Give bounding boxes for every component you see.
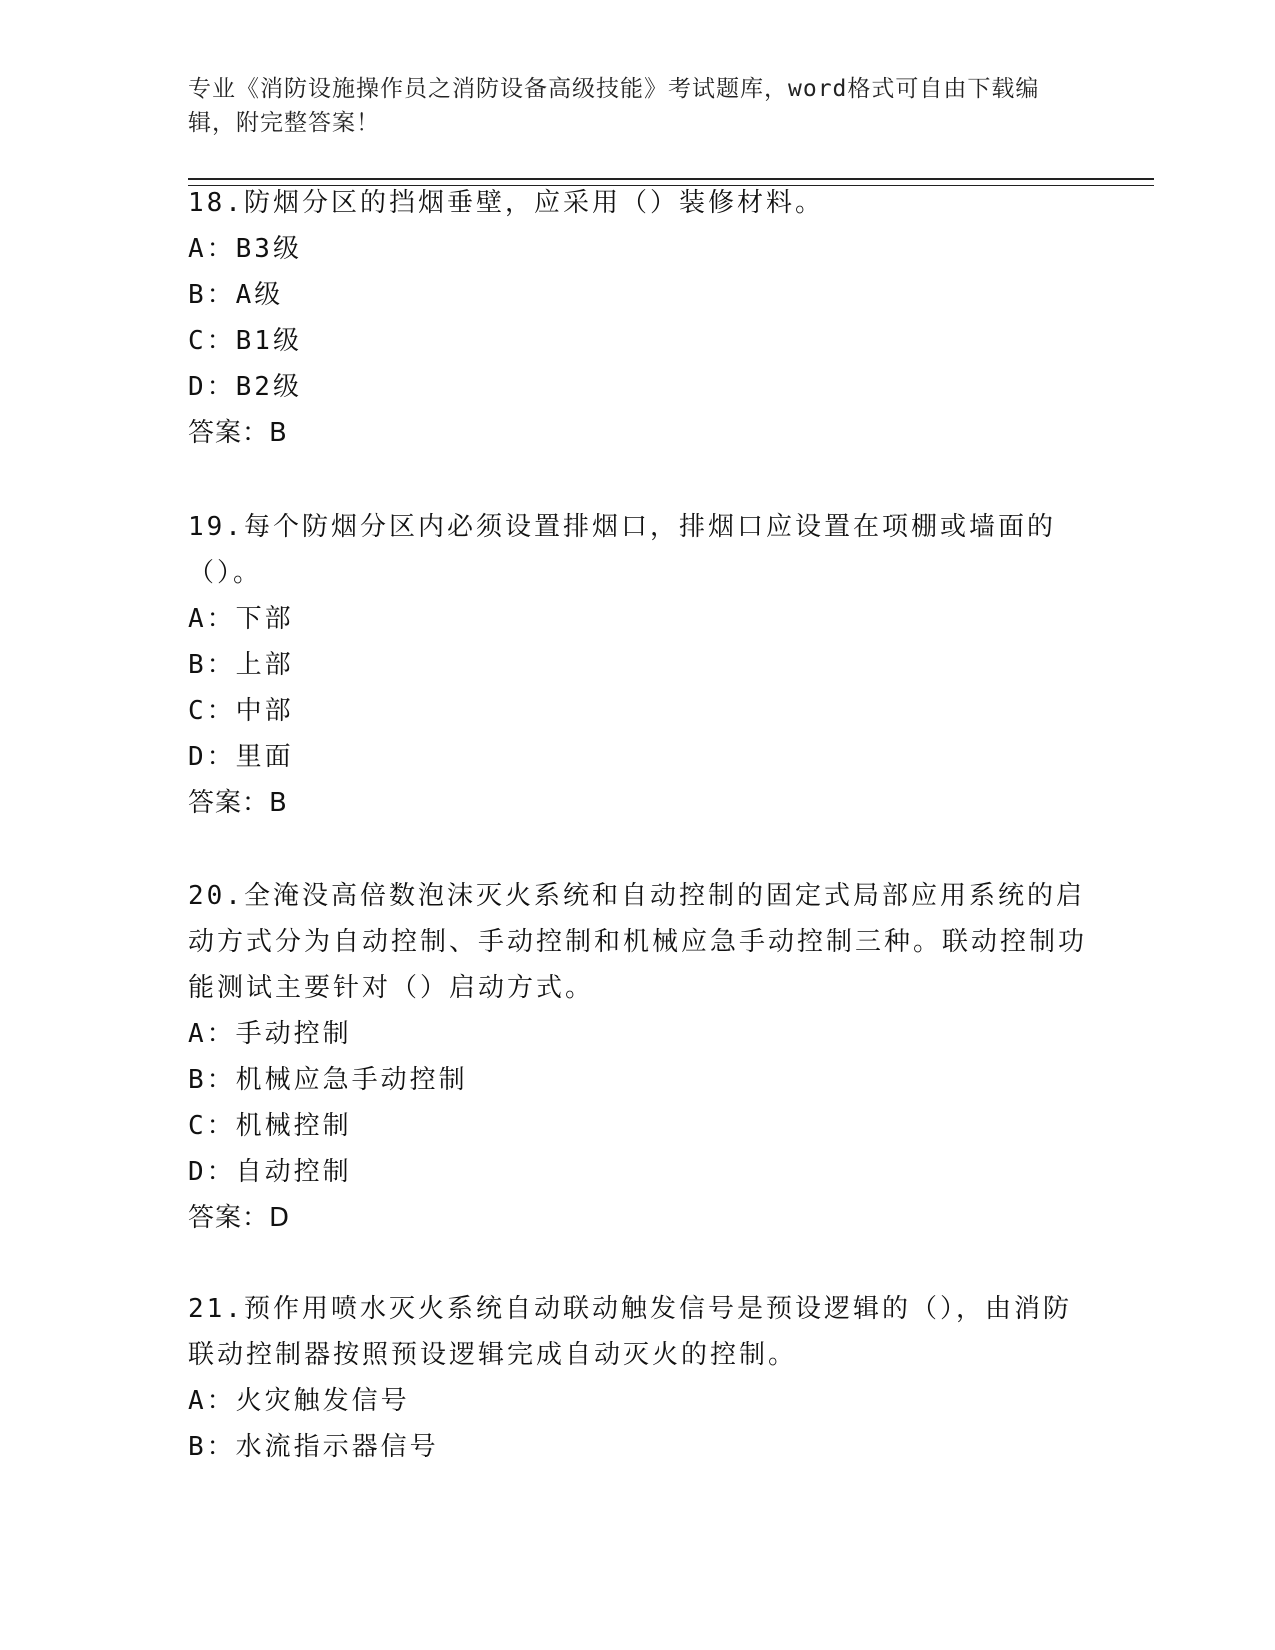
question-20 — [188, 873, 1088, 1241]
question-18 — [188, 180, 1088, 456]
question-19 — [188, 504, 1088, 826]
option-b: B：上部 — [188, 650, 294, 680]
question-stem: 19.每个防烟分区内必须设置排烟口，排烟口应设置在项棚或墙面的（）。 — [188, 512, 1056, 588]
option-d: D：自动控制 — [188, 1157, 352, 1187]
answer-label: 答案：B — [188, 418, 288, 448]
answer-label: 答案：D — [188, 1203, 291, 1233]
question-stem: 21.预作用喷水灭火系统自动联动触发信号是预设逻辑的（），由消防联动控制器按照预设逻辑完成自动灭火的控制。 — [188, 1294, 1072, 1370]
option-a: A：B3级 — [188, 234, 302, 264]
option-b: B：水流指示器信号 — [188, 1432, 439, 1462]
option-d: D：B2级 — [188, 372, 302, 402]
question-stem: 20.全淹没高倍数泡沫灭火系统和自动控制的固定式局部应用系统的启动方式分为自动控制、手动控制和机械应急手动控制三种。联动控制功能测试主要针对（）启动方式。 — [188, 881, 1088, 1003]
option-b: B：机械应急手动控制 — [188, 1065, 468, 1095]
question-stem: 18.防烟分区的挡烟垂壁，应采用（）装修材料。 — [188, 188, 824, 218]
document-header: 专业《消防设施操作员之消防设备高级技能》考试题库，word格式可自由下载编辑，附完整答案！ — [188, 76, 1040, 136]
option-b: B：A级 — [188, 280, 284, 310]
option-a: A：下部 — [188, 604, 294, 634]
option-d: D：里面 — [188, 742, 294, 772]
answer-label: 答案：B — [188, 788, 288, 818]
option-c: C：B1级 — [188, 326, 302, 356]
option-a: A：火灾触发信号 — [188, 1386, 410, 1416]
option-c: C：中部 — [188, 696, 294, 726]
question-21 — [188, 1286, 1088, 1470]
option-a: A：手动控制 — [188, 1019, 352, 1049]
option-c: C：机械控制 — [188, 1111, 352, 1141]
